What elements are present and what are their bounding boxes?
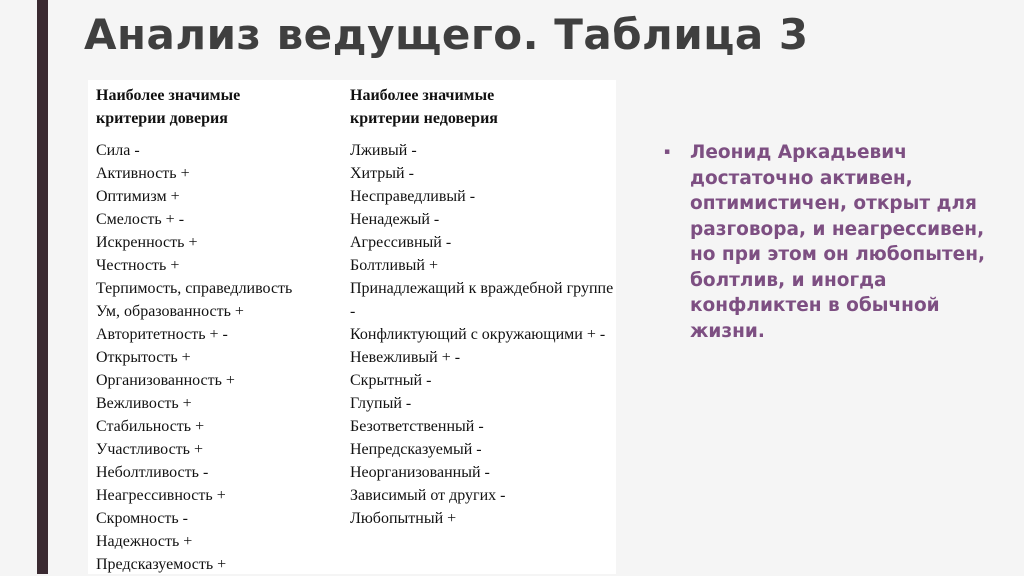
trust-criterion: Вежливость + xyxy=(96,395,192,412)
analysis-note-text: Леонид Аркадьевич достаточно активен, оптимистичен, открыт для разговора, и неагрессивен, но при этом он любопытен, болтлив, и иногда конфликтен в обычной жизни. xyxy=(690,142,986,342)
slide-title: Анализ ведущего. Таблица 3 xyxy=(84,10,809,59)
distrust-list xyxy=(350,139,614,530)
distrust-column xyxy=(350,84,614,530)
distrust-criterion: Конфликтующий с окружающими + - xyxy=(350,326,606,343)
distrust-criterion: Безответственный - xyxy=(350,418,484,435)
trust-criterion: Неагрессивность + xyxy=(96,487,226,504)
trust-list xyxy=(96,139,346,576)
accent-bar xyxy=(37,0,48,574)
trust-criterion: Предсказуемость + xyxy=(96,556,227,573)
distrust-criterion: Зависимый от других - xyxy=(350,487,506,504)
trust-criterion: Авторитетность + - xyxy=(96,326,228,343)
trust-criterion: Честность + xyxy=(96,257,180,274)
trust-criterion: Надежность + xyxy=(96,533,193,550)
distrust-criterion: Любопытный + xyxy=(350,510,457,527)
trust-criterion: Терпимость, справедливость xyxy=(96,280,293,297)
distrust-criterion: Непредсказуемый - xyxy=(350,441,482,458)
analysis-note xyxy=(664,140,1014,344)
trust-criterion: Активность + xyxy=(96,165,190,182)
distrust-criterion: Принадлежащий к враждебной группе - xyxy=(350,280,614,320)
distrust-column-header: Наиболее значимые критерии недоверия xyxy=(350,87,498,127)
distrust-criterion: Невежливый + - xyxy=(350,349,461,366)
distrust-criterion: Хитрый - xyxy=(350,165,414,182)
trust-criterion: Стабильность + xyxy=(96,418,205,435)
distrust-criterion: Лживый - xyxy=(350,142,417,159)
trust-criterion: Ум, образованность + xyxy=(96,303,244,320)
trust-column-header: Наиболее значимые критерии доверия xyxy=(96,87,241,127)
trust-criterion: Скромность - xyxy=(96,510,188,527)
trust-criterion: Организованность + xyxy=(96,372,235,389)
distrust-criterion: Ненадежый - xyxy=(350,211,440,228)
trust-criterion: Участливость + xyxy=(96,441,203,458)
bullet-icon: ▪ xyxy=(664,147,671,157)
distrust-criterion: Скрытный - xyxy=(350,372,432,389)
distrust-criterion: Глупый - xyxy=(350,395,412,412)
trust-criterion: Неболтливость - xyxy=(96,464,209,481)
trust-criterion: Оптимизм + xyxy=(96,188,180,205)
trust-criterion: Искренность + xyxy=(96,234,198,251)
distrust-criterion: Неорганизованный - xyxy=(350,464,490,481)
trust-criterion: Смелость + - xyxy=(96,211,185,228)
trust-column xyxy=(96,84,346,576)
distrust-criterion: Несправедливый - xyxy=(350,188,476,205)
distrust-criterion: Болтливый + xyxy=(350,257,438,274)
distrust-criterion: Агрессивный - xyxy=(350,234,452,251)
trust-criterion: Сила - xyxy=(96,142,140,159)
trust-criterion: Открытость + xyxy=(96,349,191,366)
criteria-table xyxy=(88,80,616,574)
